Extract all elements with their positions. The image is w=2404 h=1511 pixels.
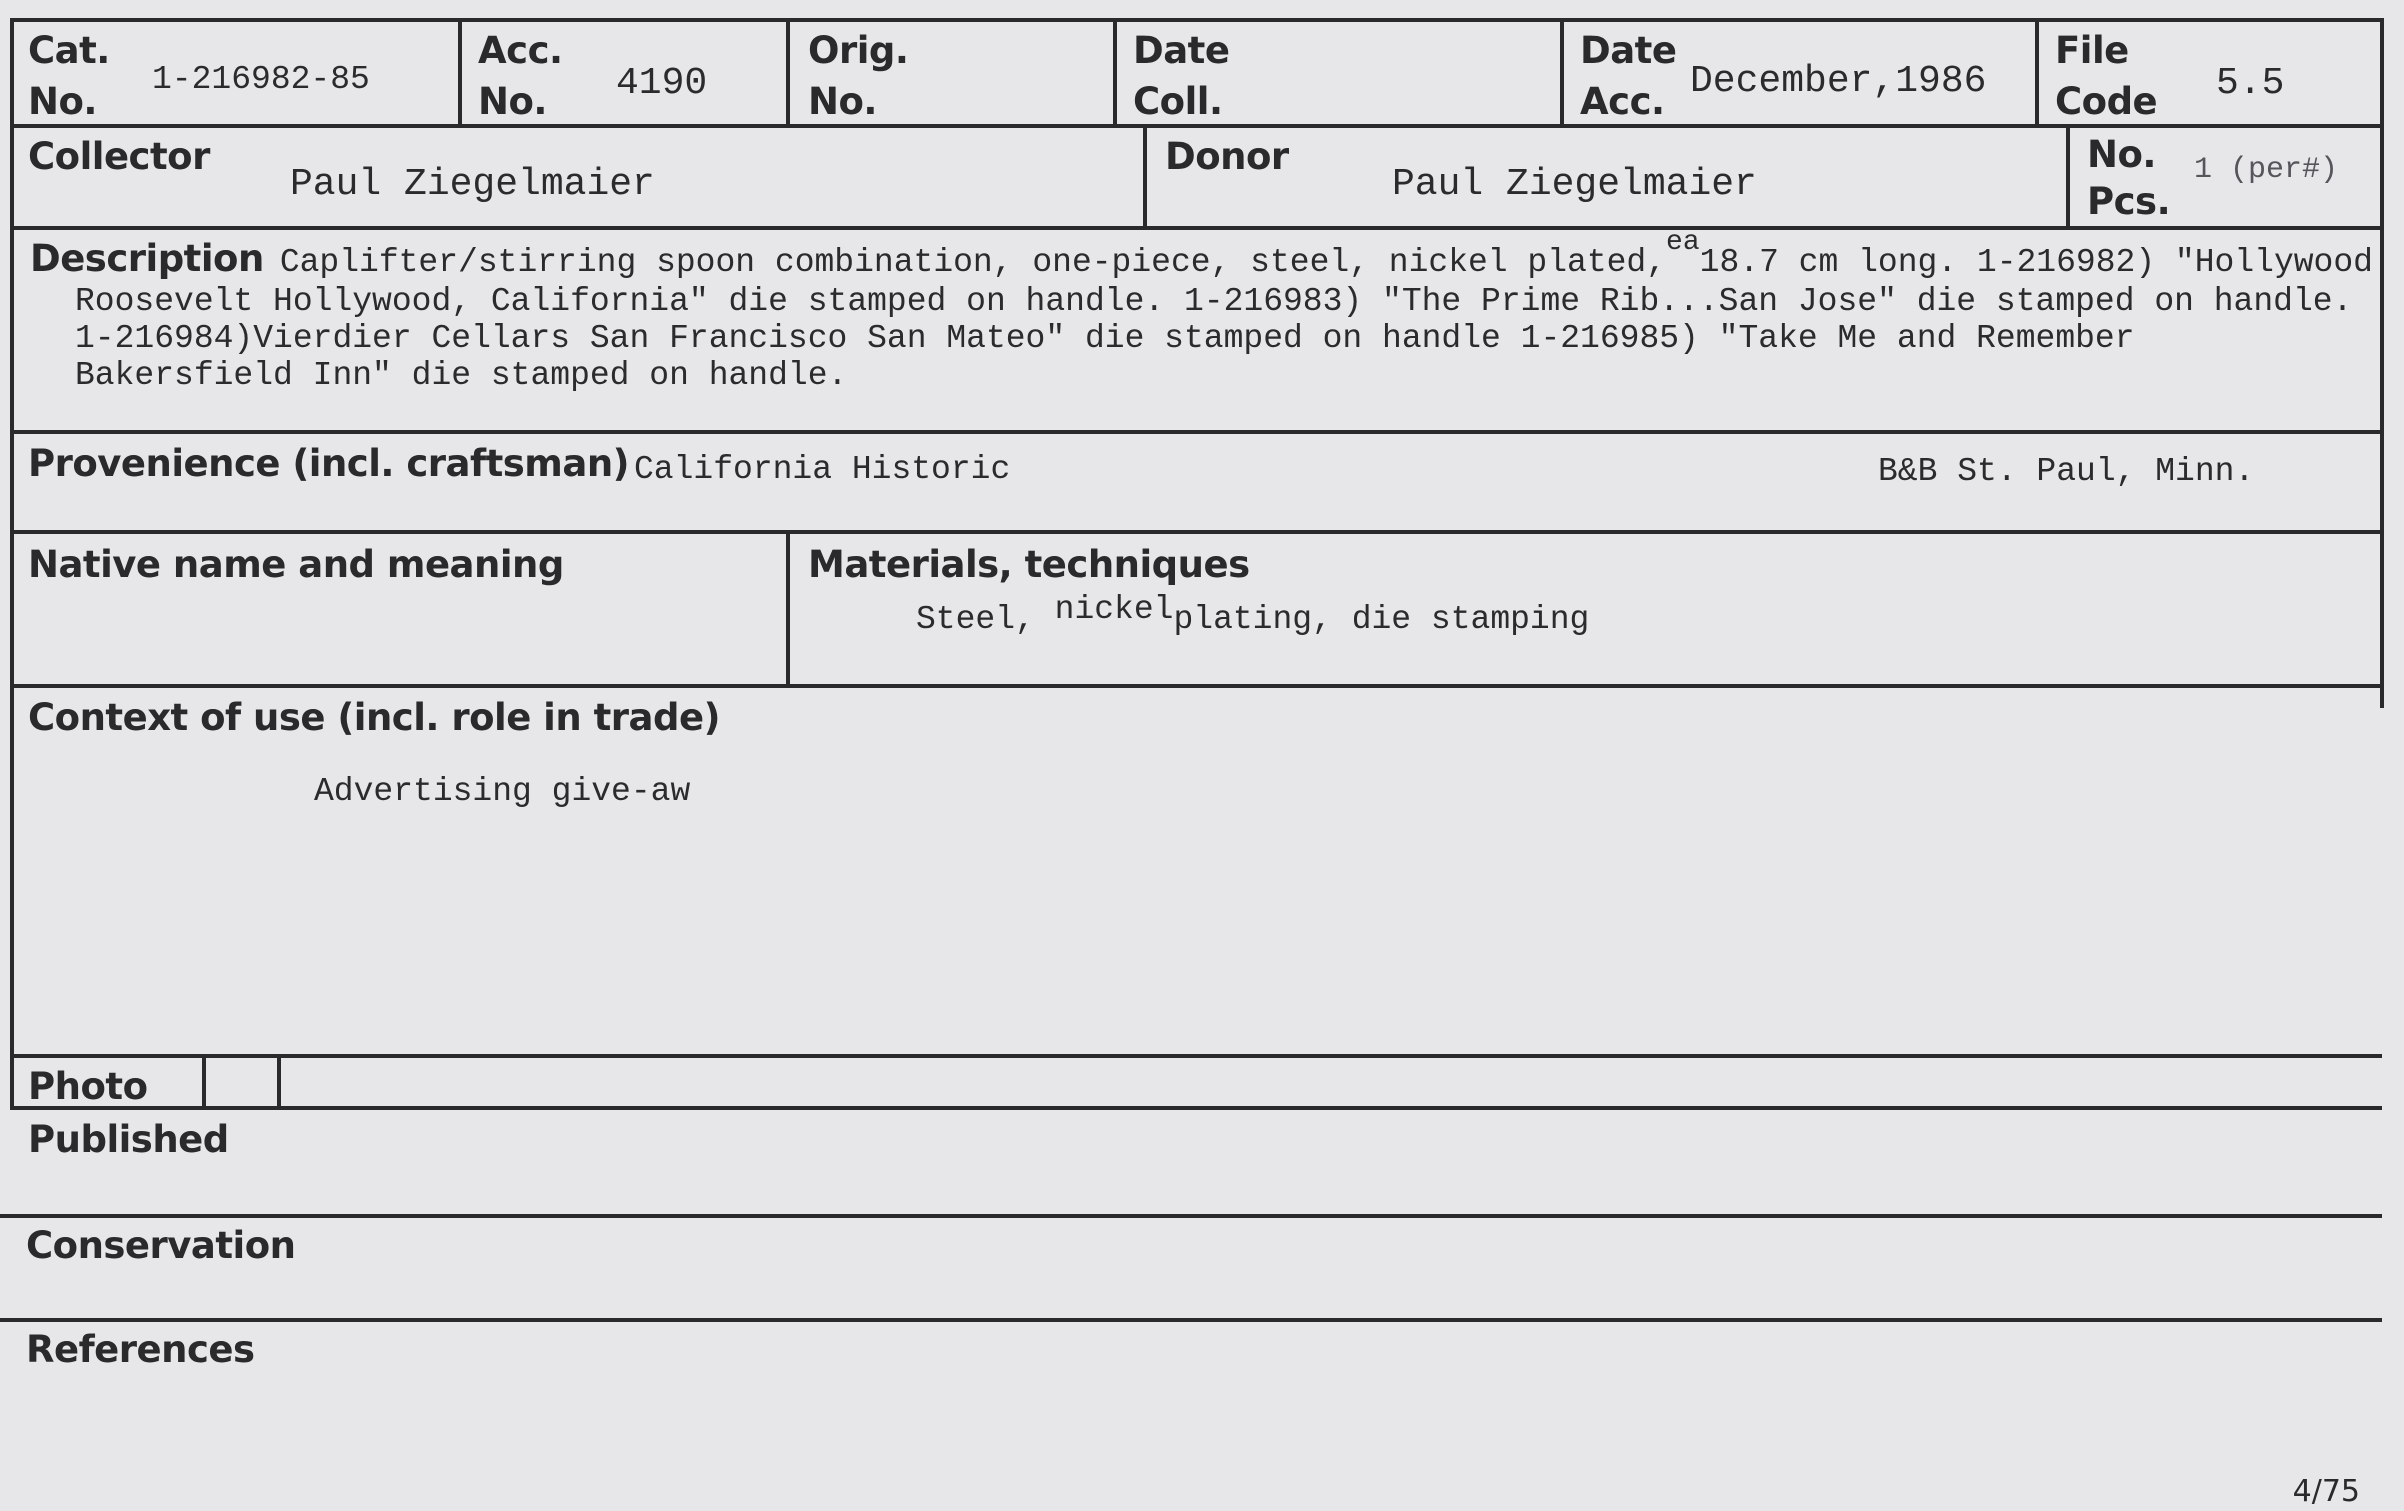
divider-collector-donor: [1143, 124, 1147, 228]
materials-value: [916, 591, 1590, 642]
description-label: Description: [30, 237, 264, 280]
conservation-label: Conservation: [26, 1224, 296, 1267]
materials-value-a: Steel,: [916, 601, 1035, 638]
description-line-4: Bakersfield Inn" die stamped on handle.: [75, 357, 848, 394]
divider-donor-nopcs: [2066, 124, 2070, 228]
donor-value: Paul Ziegelmaier: [1392, 163, 1757, 206]
materials-value-c: plating, die stamping: [1173, 601, 1590, 638]
divider-native-materials: [786, 530, 790, 686]
acc-no-value: 4190: [616, 62, 708, 105]
date-acc-value: December,1986: [1690, 60, 1987, 103]
published-bottom-rule: [0, 1214, 2382, 1218]
description-line-2: Roosevelt Hollywood, California" die stamped on handle. 1-216983) "The Prime Rib...San Jose" die stamped on handle.: [75, 283, 2353, 320]
no-pcs-label-2: Pcs.: [2087, 180, 2171, 223]
cat-no-label-2: No.: [28, 80, 97, 123]
divider-acc-orig: [786, 18, 790, 126]
acc-no-label-1: Acc.: [478, 29, 563, 72]
published-label: Published: [28, 1118, 229, 1161]
materials-label: Materials, techniques: [808, 543, 1250, 586]
native-name-label: Native name and meaning: [28, 543, 564, 586]
description-block: [30, 227, 2380, 394]
photo-bottom-rule: [10, 1106, 2382, 1110]
cat-no-value: 1-216982-85: [152, 61, 370, 98]
date-coll-label-1: Date: [1133, 29, 1230, 72]
date-acc-label-2: Acc.: [1580, 80, 1665, 123]
file-code-label-1: File: [2055, 29, 2129, 72]
references-label: References: [26, 1328, 255, 1371]
divider-photo-box-1: [202, 1056, 206, 1108]
photo-label: Photo: [28, 1065, 148, 1108]
context-bottom-rule: [10, 1054, 2382, 1058]
no-pcs-value: 1 (per#): [2194, 153, 2339, 187]
divider-dateacc-filecode: [2035, 18, 2039, 126]
description-insertion-ea: ea: [1666, 227, 1700, 258]
context-value: Advertising give-aw: [314, 773, 691, 810]
file-code-value: 5.5: [2216, 62, 2285, 105]
no-pcs-label-1: No.: [2087, 133, 2156, 176]
top-border: [10, 18, 2382, 22]
description-line-3: 1-216984)Vierdier Cellars San Francisco San Mateo" die stamped on handle 1-216985) "Take Me and Remember: [75, 320, 2135, 357]
left-border: [10, 18, 14, 1108]
divider-orig-datecoll: [1113, 18, 1117, 126]
divider-photo-box-2: [277, 1056, 281, 1108]
provenience-label: Provenience (incl. craftsman): [28, 442, 630, 485]
right-border: [2380, 18, 2384, 708]
provenience-right-note: B&B St. Paul, Minn.: [1878, 453, 2255, 490]
date-acc-label-1: Date: [1580, 29, 1677, 72]
donor-label: Donor: [1165, 135, 1289, 178]
description-line-1b: 18.7 cm long. 1-216982) "Hollywood: [1699, 244, 2373, 281]
description-bottom-rule: [10, 430, 2382, 434]
description-line-1: [30, 227, 2380, 283]
materials-bottom-rule: [10, 684, 2382, 688]
orig-no-label-2: No.: [808, 80, 877, 123]
materials-value-b: nickel: [1054, 591, 1174, 628]
divider-datecoll-dateacc: [1560, 18, 1564, 126]
file-code-label-2: Code: [2055, 80, 2158, 123]
collector-bottom-rule: [10, 226, 2382, 230]
conservation-bottom-rule: [0, 1318, 2382, 1322]
acc-no-label-2: No.: [478, 80, 547, 123]
cat-no-label-1: Cat.: [28, 29, 110, 72]
provenience-value: California Historic: [634, 451, 1011, 488]
page-number: 4/75: [2292, 1474, 2360, 1509]
date-coll-label-2: Coll.: [1133, 80, 1223, 123]
divider-cat-acc: [458, 18, 462, 126]
orig-no-label-1: Orig.: [808, 29, 909, 72]
context-label: Context of use (incl. role in trade): [28, 696, 720, 739]
collector-value: Paul Ziegelmaier: [290, 163, 655, 206]
provenience-bottom-rule: [10, 530, 2382, 534]
collector-label: Collector: [28, 135, 210, 178]
description-line-1a: Caplifter/stirring spoon combination, one-piece, steel, nickel plated,: [279, 244, 1667, 281]
